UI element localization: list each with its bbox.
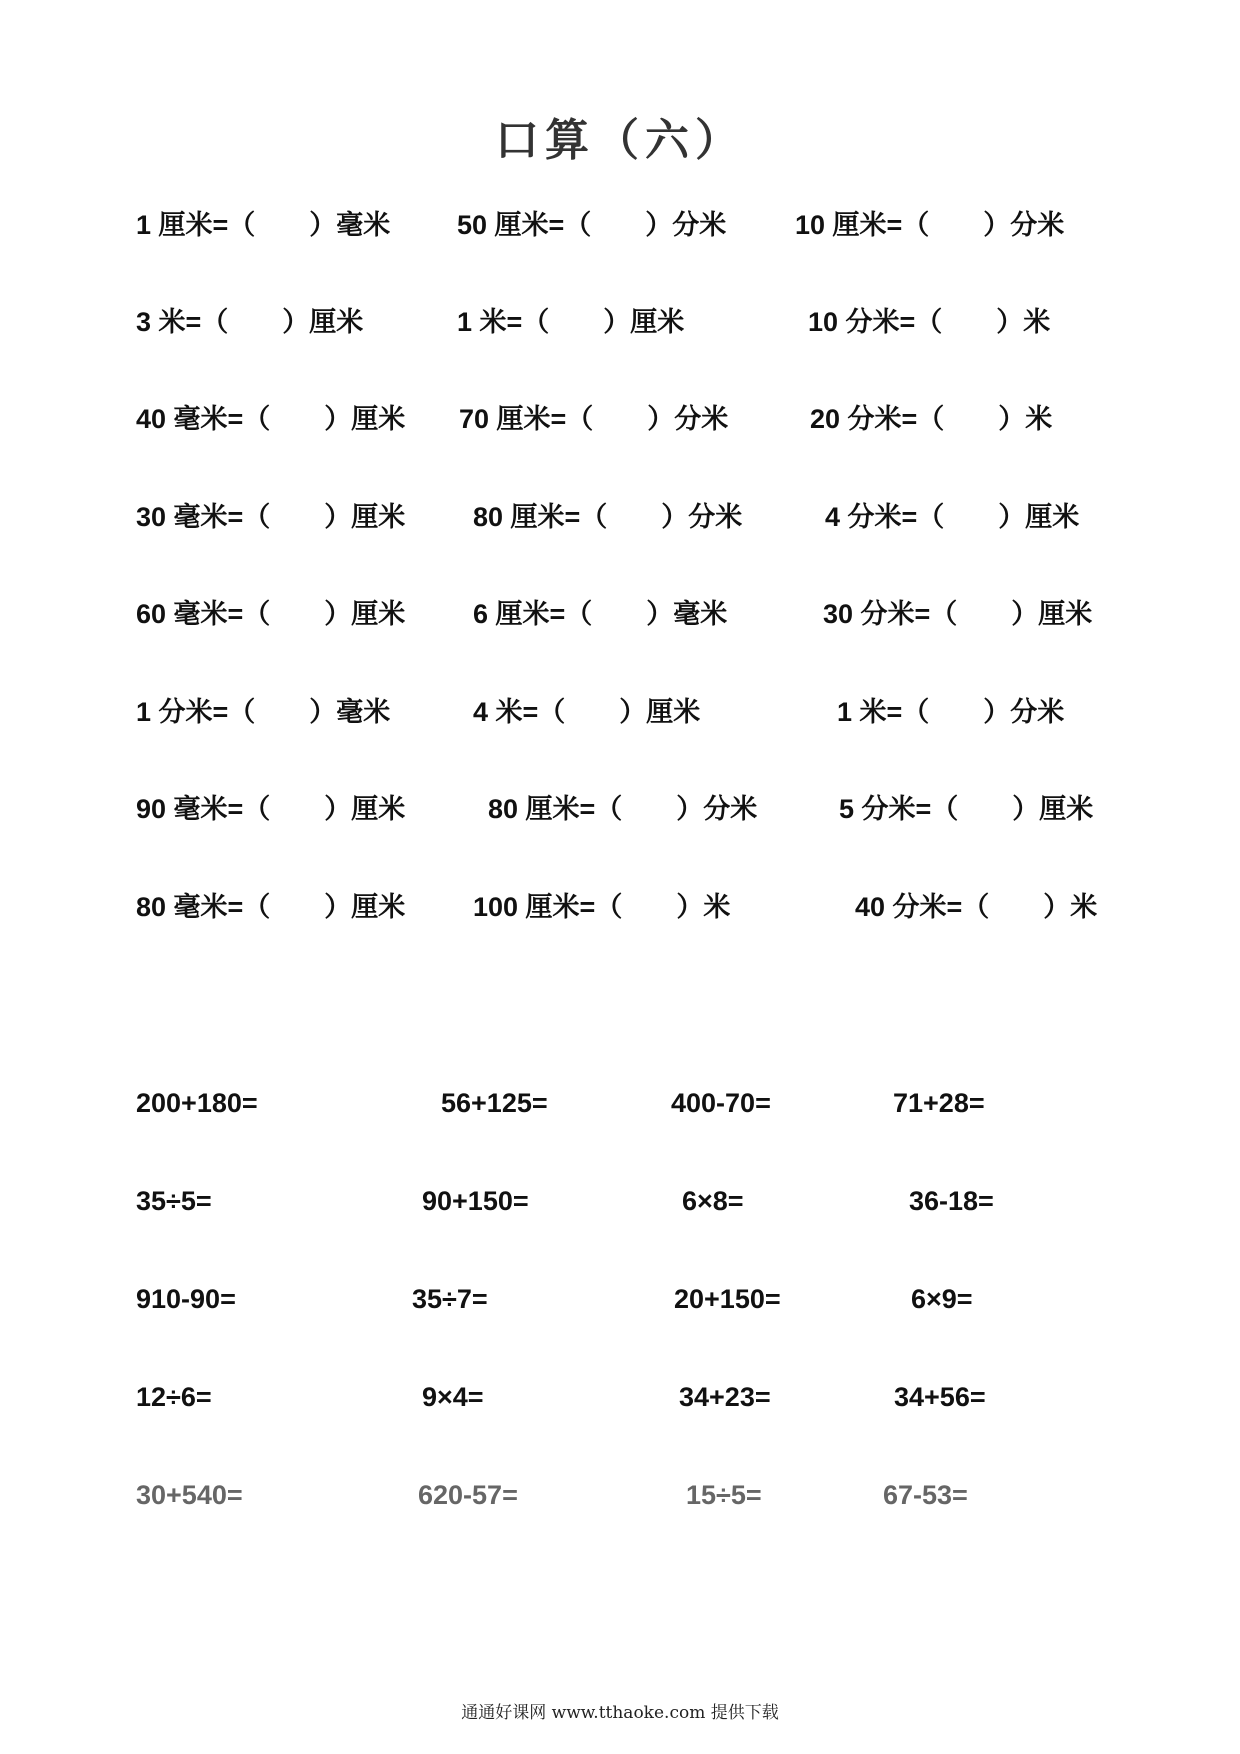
conversion-item: 10 厘米=（ ）分米 xyxy=(795,210,1065,240)
conversion-item: 80 厘米=（ ）分米 xyxy=(473,502,743,532)
arithmetic-item: 56+125= xyxy=(441,1088,548,1118)
arithmetic-item: 12÷6= xyxy=(136,1382,212,1412)
conversion-item: 50 厘米=（ ）分米 xyxy=(457,210,727,240)
conversion-item: 100 厘米=（ ）米 xyxy=(473,892,731,922)
conversion-item: 80 厘米=（ ）分米 xyxy=(488,794,758,824)
conversion-item: 20 分米=（ ）米 xyxy=(810,404,1053,434)
arithmetic-item: 6×8= xyxy=(682,1186,744,1216)
arithmetic-item: 35÷5= xyxy=(136,1186,212,1216)
conversion-item: 4 分米=（ ）厘米 xyxy=(825,502,1080,532)
arithmetic-item: 71+28= xyxy=(893,1088,985,1118)
arithmetic-item: 34+23= xyxy=(679,1382,771,1412)
conversion-item: 80 毫米=（ ）厘米 xyxy=(136,892,406,922)
conversion-item: 90 毫米=（ ）厘米 xyxy=(136,794,406,824)
conversion-item: 3 米=（ ）厘米 xyxy=(136,307,364,337)
conversion-item: 40 分米=（ ）米 xyxy=(855,892,1098,922)
arithmetic-item: 6×9= xyxy=(911,1284,973,1314)
arithmetic-item: 9×4= xyxy=(422,1382,484,1412)
conversion-item: 6 厘米=（ ）毫米 xyxy=(473,599,728,629)
conversion-item: 30 毫米=（ ）厘米 xyxy=(136,502,406,532)
conversion-item: 5 分米=（ ）厘米 xyxy=(839,794,1094,824)
arithmetic-item: 620-57= xyxy=(418,1480,518,1510)
footer-credit: 通通好课网 www.tthaoke.com 提供下载 xyxy=(461,1703,779,1723)
arithmetic-item: 34+56= xyxy=(894,1382,986,1412)
arithmetic-item: 90+150= xyxy=(422,1186,529,1216)
arithmetic-item: 910-90= xyxy=(136,1284,236,1314)
conversion-item: 1 米=（ ）分米 xyxy=(837,697,1065,727)
conversion-item: 4 米=（ ）厘米 xyxy=(473,697,701,727)
conversion-item: 70 厘米=（ ）分米 xyxy=(459,404,729,434)
conversion-item: 1 分米=（ ）毫米 xyxy=(136,697,391,727)
arithmetic-item: 400-70= xyxy=(671,1088,771,1118)
conversion-item: 30 分米=（ ）厘米 xyxy=(823,599,1093,629)
conversion-item: 40 毫米=（ ）厘米 xyxy=(136,404,406,434)
arithmetic-item: 200+180= xyxy=(136,1088,258,1118)
conversion-item: 1 厘米=（ ）毫米 xyxy=(136,210,391,240)
arithmetic-item: 20+150= xyxy=(674,1284,781,1314)
conversion-item: 10 分米=（ ）米 xyxy=(808,307,1051,337)
arithmetic-item: 30+540= xyxy=(136,1480,243,1510)
arithmetic-item: 35÷7= xyxy=(412,1284,488,1314)
arithmetic-item: 36-18= xyxy=(909,1186,994,1216)
page-title: 口算（六） xyxy=(495,115,745,166)
conversion-item: 60 毫米=（ ）厘米 xyxy=(136,599,406,629)
conversion-item: 1 米=（ ）厘米 xyxy=(457,307,685,337)
arithmetic-item: 67-53= xyxy=(883,1480,968,1510)
arithmetic-item: 15÷5= xyxy=(686,1480,762,1510)
